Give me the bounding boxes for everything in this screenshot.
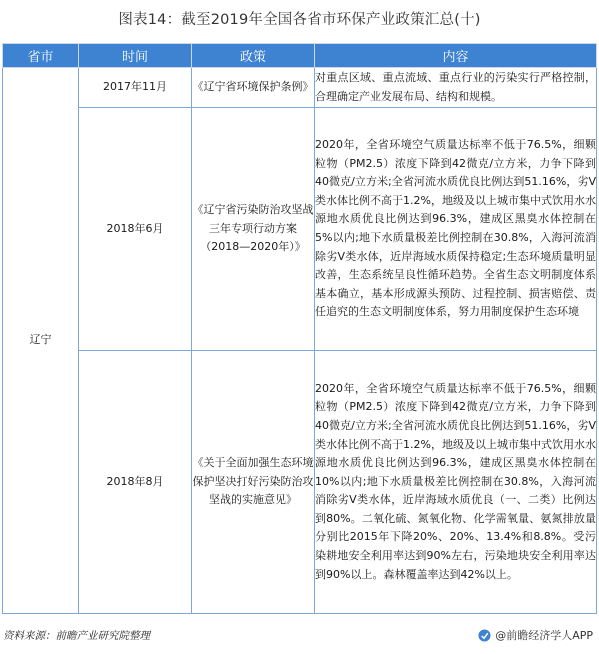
time-cell: 2018年6月 — [79, 108, 192, 351]
content-text: 2020年，全省环境空气质量达标率不低于76.5%，细颗粒物（PM2.5）浓度下降到42微克/立方米，力争下降到40微克/立方米;全省河流水质优良比例达到51.16%，劣Ⅴ类水体比例不高于1.2%，地级及以上城市集中式饮用水水源地水质优良比例达到96.3%，建成区黑臭水体控制在10%以内;地下水质量极差比例控制在30.8%，入海河流消除劣Ⅴ类水体，近岸海域水质优良（一、二类）比例达到80%。二氧化硫、氮氧化物、化学需氧量、氨氮排放量分别比2015年下降20%、20%、13.4%和8.8%。受污染耕地安全利用率达到90%左右，污染地块安全利用率达到90%以上。森林覆盖率达到42%以上。 — [315, 381, 596, 581]
policy-cell: 《辽宁省污染防治攻坚战三年专项行动方案（2018—2020年）》 — [192, 108, 315, 351]
brand-text: @前瞻经济学人APP — [495, 629, 593, 642]
header-content: 内容 — [315, 44, 597, 68]
header-policy: 政策 — [192, 44, 315, 68]
content-text: 2020年，全省环境空气质量达标率不低于76.5%，细颗粒物（PM2.5）浓度下降到42微克/立方米，力争下降到40微克/立方米;全省河流水质优良比例达到51.16%，劣Ⅴ类水体比例不高于1.2%，地级及以上城市集中式饮用水水源地水质优良比例达到96.3%，建成区黑臭水体控制在5%以内;地下水质量极差比例控制在30.8%，入海河流消除劣Ⅴ类水体，近岸海域水质保持稳定;生态环境质量明显改善，生态系统呈良性循环趋势。全省生态文明制度体系基本确立，基本形成源头预防、过程控制、损害赔偿、责任追究的生态文明制度体系，努力用制度保护生态环境 — [315, 138, 596, 319]
table-header-row — [3, 44, 597, 68]
policy-cell: 《关于全面加强生态环境保护坚决打好污染防治攻坚战的实施意见》 — [192, 351, 315, 614]
content-cell — [315, 351, 597, 614]
table-row — [3, 351, 597, 614]
header-province: 省市 — [3, 44, 79, 68]
brand-credit — [478, 627, 593, 643]
source-note: 资料来源：前瞻产业研究院整理 — [3, 630, 150, 642]
time-cell: 2017年11月 — [79, 68, 192, 108]
policy-cell: 《辽宁省环境保护条例》 — [192, 68, 315, 108]
brand-logo-icon — [478, 629, 491, 642]
content-text: 对重点区域、重点流域、重点行业的污染实行严格控制，合理确定产业发展布局、结构和规模。 — [315, 70, 596, 103]
content-cell — [315, 68, 597, 108]
policy-table — [2, 43, 597, 614]
table-row — [3, 68, 597, 108]
page-title: 图表14：截至2019年全国各省市环保产业政策汇总(十) — [118, 12, 481, 28]
content-cell — [315, 108, 597, 351]
province-cell: 辽宁 — [3, 68, 79, 614]
time-cell: 2018年8月 — [79, 351, 192, 614]
header-time: 时间 — [79, 44, 192, 68]
table-row — [3, 108, 597, 351]
